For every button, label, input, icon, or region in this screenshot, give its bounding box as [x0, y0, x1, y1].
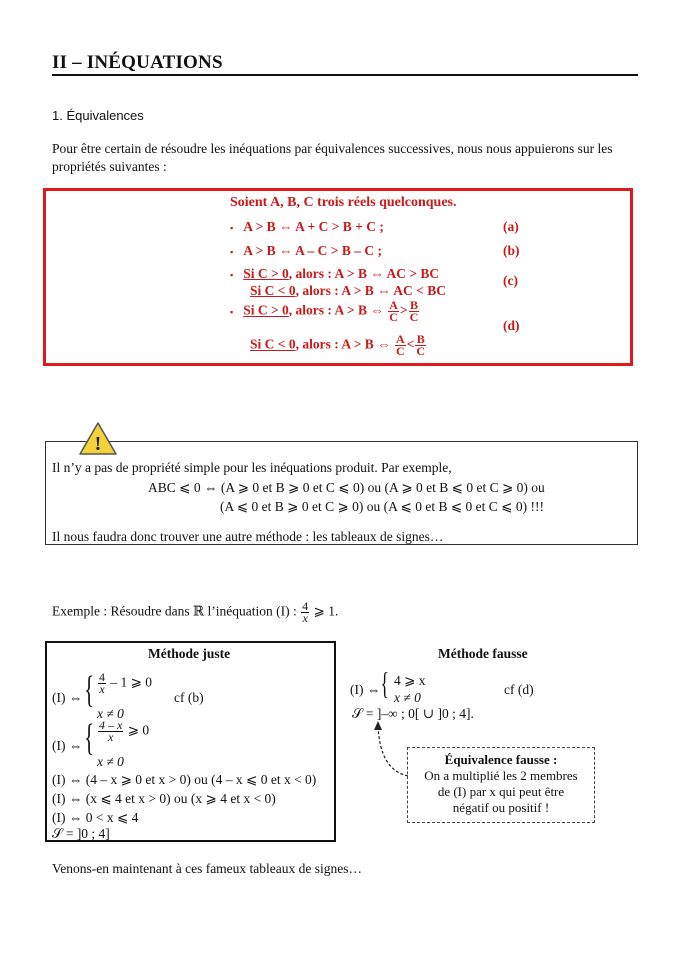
property-c-tag: (c) [503, 273, 518, 288]
system2-prefix: (I) ⇔ [52, 738, 83, 753]
bullet-icon: ▪ [230, 223, 234, 233]
property-d-line2 [250, 334, 427, 357]
bullet-icon: ▪ [230, 247, 234, 257]
wrong-solution: 𝒮 = ]–∞ ; 0[ ∪ ]0 ; 4]. [352, 706, 474, 721]
wrong-system-prefix: (I) ⇔ [350, 682, 381, 697]
wrong-system-bottom: x ≠ 0 [394, 690, 421, 705]
bullet-icon: ▪ [230, 306, 234, 317]
warning-triangle-icon [78, 421, 118, 457]
property-c-line1 [230, 266, 439, 282]
fraction-a-over-c: $\frac{A}{C}$ [396, 332, 405, 358]
system2-brace: { [84, 717, 95, 759]
conclusion-text: Venons-en maintenant à ces fameux tableaux de signes… [52, 861, 363, 876]
example-fraction: $\frac{4}{x}$ [302, 599, 309, 625]
properties-header: Soient A, B, C trois réels quelconques. [230, 195, 457, 210]
fraction-a-over-c: $\frac{A}{C}$ [389, 298, 398, 324]
condition-positive: Si C > 0 [243, 266, 289, 281]
warning-line3: (A ⩽ 0 et B ⩾ 0 et C ⩾ 0) ou (A ⩽ 0 et B ⩽ 0 et C ⩽ 0) !!! [220, 499, 544, 514]
correct-solution: 𝒮 = ]0 ; 4] [52, 826, 110, 841]
correct-step4: (I) ⇔ (x ⩽ 4 et x > 0) ou (x ⩾ 4 et x < 0) [52, 791, 276, 806]
property-c-rest2: , alors : A > B ⇔ AC < BC [295, 283, 446, 298]
system2-fraction: $\frac{4 - x}{x}$ [99, 718, 123, 744]
warning-line1: Il n’y a pas de propriété simple pour les inéquations produit. Par exemple, [52, 460, 452, 475]
op-less: < [406, 336, 415, 352]
example-statement [52, 601, 338, 624]
wrong-system-ref: cf (d) [504, 682, 534, 697]
wrong-system-top: 4 ⩾ x [394, 673, 426, 688]
system1-ref: cf (b) [174, 690, 204, 705]
bullet-icon: ▪ [230, 270, 234, 280]
system2-bottom: x ≠ 0 [97, 754, 124, 769]
correct-step3: (I) ⇔ (4 – x ⩾ 0 et x > 0) ou (4 – x ⩽ 0 et x < 0) [52, 772, 317, 787]
fraction-b-over-c: $\frac{B}{C}$ [416, 332, 426, 358]
section-title: II – INÉQUATIONS [52, 52, 223, 73]
note-line1: On a multiplié les 2 membres [424, 768, 578, 783]
system1-brace: { [84, 669, 95, 711]
property-d-tag: (d) [503, 318, 520, 333]
property-b-tag: (b) [503, 243, 520, 258]
system1-top-rest: – 1 ⩾ 0 [110, 674, 153, 690]
op-greater: > [399, 302, 408, 318]
property-a-tag: (a) [503, 219, 519, 234]
example-prefix: Exemple : Résoudre dans ℝ l’inéquation (I) : [52, 603, 297, 619]
condition-negative: Si C < 0 [250, 336, 296, 352]
system1-bottom: x ≠ 0 [97, 706, 124, 721]
note-line3: négatif ou positif ! [452, 800, 550, 815]
system2-top [97, 720, 149, 743]
fraction-b-over-c: $\frac{B}{C}$ [409, 298, 419, 324]
property-a-text: A > B ⇔ A + C > B + C ; [243, 219, 384, 234]
warning-line2: ABC ⩽ 0 ⇔ (A ⩾ 0 et B ⩾ 0 et C ⩽ 0) ou (A ⩾ 0 et B ⩽ 0 et C ⩾ 0) ou [148, 480, 545, 495]
property-c-line2 [250, 283, 446, 299]
wrong-system-brace: { [380, 665, 389, 701]
condition-positive: Si C > 0 [243, 302, 289, 318]
note-line2: de (I) par x qui peut être [437, 784, 565, 799]
property-d-line1 [230, 300, 420, 323]
property-b [230, 243, 382, 259]
system1-prefix: (I) ⇔ [52, 690, 83, 705]
intro-paragraph: Pour être certain de résoudre les inéquations par équivalences successives, nous nous appuierons sur les propriétés suivantes : [52, 141, 613, 174]
property-d-rest1: , alors : A > B ⇔ [288, 302, 384, 318]
false-equivalence-note [407, 747, 595, 823]
property-b-text: A > B ⇔ A – C > B – C ; [243, 243, 382, 258]
system1-fraction: $\frac{4}{x}$ [99, 670, 105, 696]
correct-method-title: Méthode juste [148, 646, 231, 661]
system1-top [97, 672, 152, 695]
system2-top-rest: ⩾ 0 [127, 722, 150, 738]
title-underline [52, 74, 638, 76]
subsection-title: 1. Équivalences [52, 108, 144, 123]
condition-negative: Si C < 0 [250, 283, 296, 298]
property-a [230, 219, 384, 235]
wrong-method-title: Méthode fausse [438, 646, 528, 661]
note-title: Équivalence fausse : [444, 752, 558, 767]
property-c-rest1: , alors : A > B ⇔ AC > BC [288, 266, 440, 281]
example-suffix: ⩾ 1. [313, 603, 339, 619]
svg-text:!: ! [94, 433, 102, 455]
correct-step5: (I) ⇔ 0 < x ⩽ 4 [52, 810, 139, 825]
warning-line4: Il nous faudra donc trouver une autre méthode : les tableaux de signes… [52, 529, 444, 544]
property-d-rest2: , alors : A > B ⇔ [295, 336, 391, 352]
